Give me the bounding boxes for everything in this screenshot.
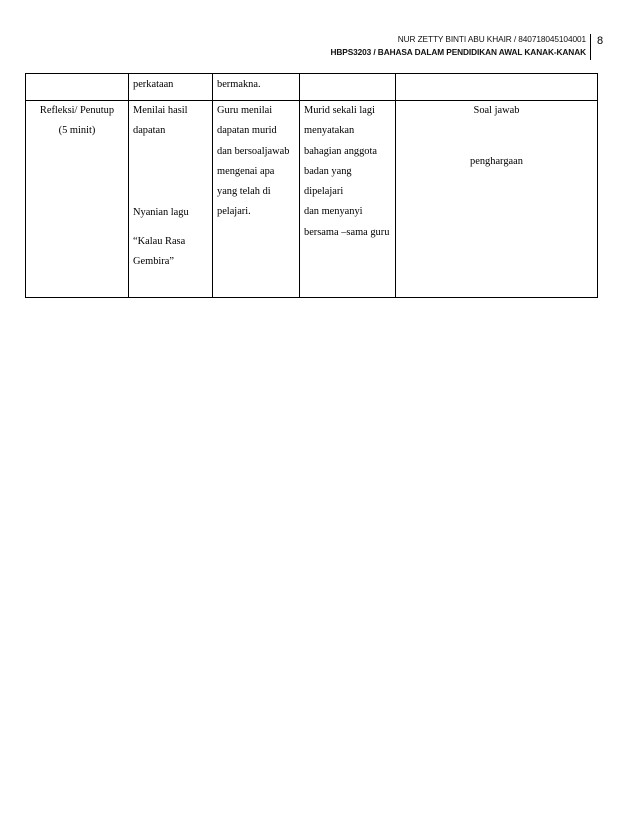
student-line: menyatakan — [304, 125, 355, 137]
song-title-line: “Kalau Rasa — [133, 235, 186, 247]
teacher-text: bermakna. — [217, 79, 261, 90]
student-line: bahagian anggota — [304, 145, 377, 157]
teacher-line: mengenai apa — [217, 165, 275, 177]
cell-stage — [26, 101, 129, 298]
student-line: bersama –sama guru — [304, 226, 390, 238]
page-header — [330, 33, 586, 59]
teacher-line: dan bersoaljawab — [217, 145, 290, 157]
cell-teacher-activity — [213, 74, 300, 101]
cell-resources-empty — [396, 74, 598, 101]
teacher-line: dapatan murid — [217, 125, 277, 137]
cell-teacher-activity — [213, 101, 300, 298]
table-row-reflection — [26, 101, 598, 298]
student-line: Murid sekali lagi — [304, 105, 375, 116]
cell-content — [129, 74, 213, 101]
resource-soal-jawab: Soal jawab — [473, 105, 520, 116]
student-line: badan yang dipelajari — [304, 165, 352, 198]
resource-penghargaan: penghargaan — [470, 156, 523, 168]
cell-student-activity — [300, 101, 396, 298]
song-title-line: Gembira” — [133, 256, 174, 268]
course-line: HBPS3203 / BAHASA DALAM PENDIDIKAN AWAL KANAK-KANAK — [330, 47, 586, 57]
stage-duration: (5 minit) — [58, 125, 96, 137]
table-row-continued — [26, 74, 598, 101]
content-line: Menilai hasil — [133, 105, 188, 116]
page-number: 8 — [590, 34, 603, 60]
content-line: dapatan — [133, 125, 166, 137]
cell-resources — [396, 101, 598, 298]
cell-student-activity-empty — [300, 74, 396, 101]
teacher-line: yang telah di — [217, 186, 271, 198]
lesson-plan-table — [25, 73, 598, 298]
stage-label: Refleksi/ Penutup — [39, 105, 115, 116]
cell-stage-empty — [26, 74, 129, 101]
cell-content — [129, 101, 213, 298]
content-text: perkataan — [133, 79, 174, 90]
author-line: NUR ZETTY BINTI ABU KHAIR / 840718045104001 — [397, 34, 586, 44]
teacher-line: pelajari. — [217, 206, 251, 218]
student-line: dan menyanyi — [304, 206, 363, 218]
teacher-line: Guru menilai — [217, 105, 273, 116]
song-line: Nyanian lagu — [133, 206, 189, 218]
